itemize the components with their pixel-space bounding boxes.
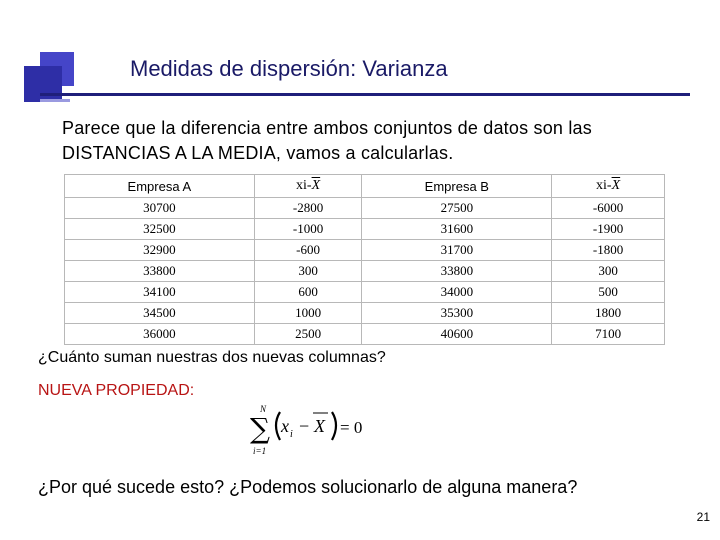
- question-why: ¿Por qué sucede esto? ¿Podemos solucionarlo de alguna manera?: [38, 477, 578, 497]
- table-row: [65, 219, 665, 240]
- cell-deviation-a: -600: [254, 240, 362, 261]
- formula-right-paren: [332, 412, 336, 440]
- cell-deviation-b: 300: [552, 261, 665, 282]
- formula-mean: X: [314, 416, 325, 436]
- slide-logo: [24, 52, 80, 104]
- cell-empresa-b: 31600: [362, 219, 552, 240]
- cell-deviation-b: 1800: [552, 303, 665, 324]
- slide-title: Medidas de dispersión: Varianza: [130, 56, 448, 81]
- cell-deviation-a: -2800: [254, 198, 362, 219]
- formula-upper-limit: N: [260, 404, 267, 414]
- cell-deviation-b: -1900: [552, 219, 665, 240]
- intro-text: Parece que la diferencia entre ambos conjuntos de datos son las DISTANCIAS A LA MEDIA, vamos a calcularlas.: [62, 118, 592, 163]
- table-header-row: [65, 175, 665, 198]
- cell-deviation-b: 7100: [552, 324, 665, 345]
- header-empresa-a: Empresa A: [65, 175, 255, 198]
- deviation-a-prefix: xi-: [296, 178, 312, 193]
- cell-deviation-a: 600: [254, 282, 362, 303]
- cell-deviation-b: -6000: [552, 198, 665, 219]
- cell-empresa-a: 34500: [65, 303, 255, 324]
- header-deviation-b: [552, 175, 665, 198]
- cell-deviation-b: 500: [552, 282, 665, 303]
- mean-symbol-a: $\overline{X}$: [311, 178, 321, 193]
- question-sum-columns: ¿Cuánto suman nuestras dos nuevas columnas?: [38, 349, 386, 366]
- header-deviation-a: [254, 175, 362, 198]
- cell-empresa-b: 33800: [362, 261, 552, 282]
- cell-deviation-a: -1000: [254, 219, 362, 240]
- formula-x-subscript: i: [290, 429, 293, 440]
- formula-sum-symbol: ∑: [250, 412, 270, 445]
- cell-empresa-a: 32500: [65, 219, 255, 240]
- logo-line: [40, 99, 70, 102]
- cell-deviation-a: 300: [254, 261, 362, 282]
- cell-deviation-b: -1800: [552, 240, 665, 261]
- cell-empresa-a: 32900: [65, 240, 255, 261]
- formula-minus: −: [299, 416, 310, 436]
- cell-empresa-b: 31700: [362, 240, 552, 261]
- formula-left-paren: [276, 412, 280, 440]
- cell-empresa-b: 35300: [362, 303, 552, 324]
- cell-empresa-b: 27500: [362, 198, 552, 219]
- deviation-b-prefix: xi-: [596, 178, 612, 193]
- cell-deviation-a: 2500: [254, 324, 362, 345]
- new-property-label: NUEVA PROPIEDAD:: [38, 382, 195, 399]
- cell-empresa-a: 36000: [65, 324, 255, 345]
- title-underline: [40, 93, 690, 96]
- cell-empresa-a: 30700: [65, 198, 255, 219]
- formula-equals-zero: = 0: [340, 418, 363, 437]
- formula-lower-limit: i=1: [253, 446, 267, 456]
- cell-empresa-b: 34000: [362, 282, 552, 303]
- cell-empresa-a: 34100: [65, 282, 255, 303]
- cell-deviation-a: 1000: [254, 303, 362, 324]
- header-empresa-b: Empresa B: [362, 175, 552, 198]
- cell-empresa-b: 40600: [362, 324, 552, 345]
- formula-x: x: [281, 416, 289, 436]
- logo-square-bottom: [24, 66, 62, 102]
- mean-symbol-b: $\overline{X}$: [611, 178, 621, 193]
- cell-empresa-a: 33800: [65, 261, 255, 282]
- table-row: [65, 303, 665, 324]
- table-row: [65, 240, 665, 261]
- table-row: [65, 261, 665, 282]
- sum-deviations-formula: [248, 402, 378, 458]
- table-row: [65, 324, 665, 345]
- deviation-table: [64, 174, 665, 345]
- page-number: 21: [696, 510, 710, 524]
- table-row: [65, 282, 665, 303]
- table-row: [65, 198, 665, 219]
